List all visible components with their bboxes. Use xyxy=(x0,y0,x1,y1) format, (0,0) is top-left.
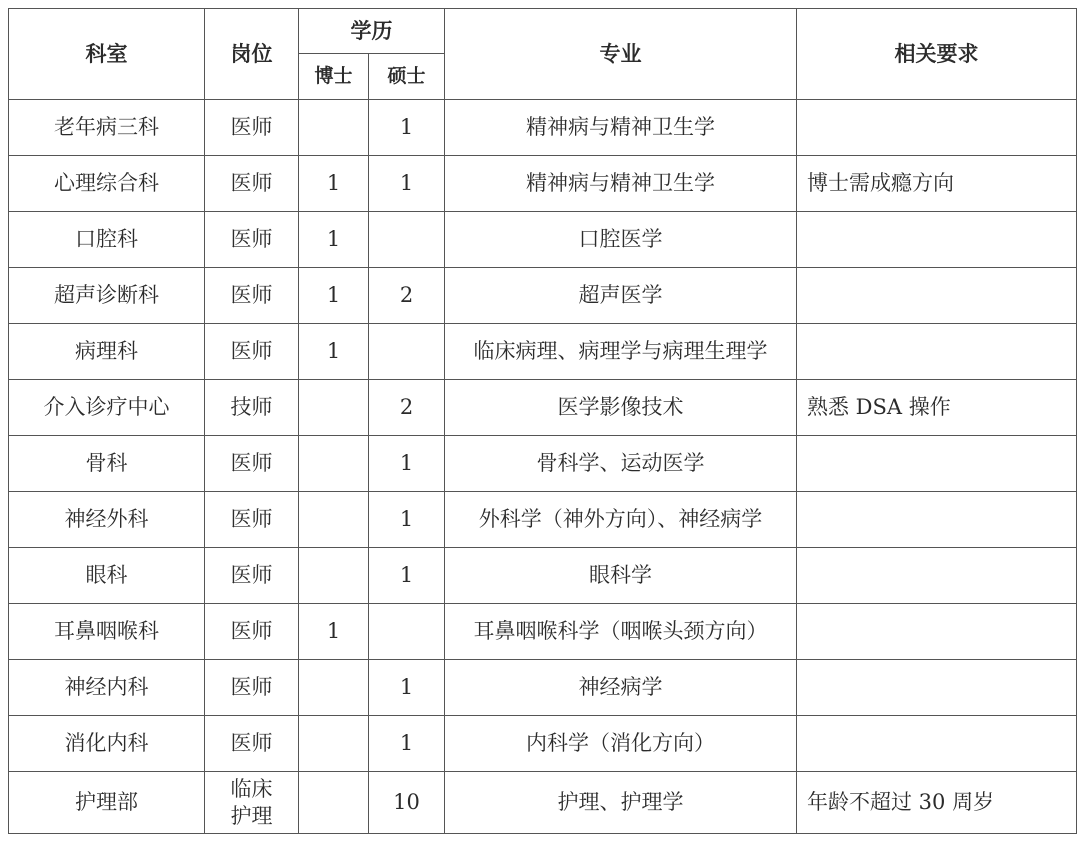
cell-phd: 1 xyxy=(299,156,369,212)
cell-dept: 骨科 xyxy=(9,436,205,492)
recruitment-table xyxy=(8,8,1077,834)
cell-major: 口腔医学 xyxy=(445,212,797,268)
cell-master: 2 xyxy=(369,268,445,324)
cell-major: 耳鼻咽喉科学（咽喉头颈方向） xyxy=(445,604,797,660)
cell-major: 眼科学 xyxy=(445,548,797,604)
cell-requirements xyxy=(797,492,1077,548)
cell-post: 医师 xyxy=(205,268,299,324)
cell-requirements xyxy=(797,604,1077,660)
cell-major: 超声医学 xyxy=(445,268,797,324)
cell-master: 1 xyxy=(369,492,445,548)
cell-major: 骨科学、运动医学 xyxy=(445,436,797,492)
cell-major: 精神病与精神卫生学 xyxy=(445,156,797,212)
table-row xyxy=(9,380,1077,436)
header-row-1 xyxy=(9,9,1077,54)
table-row xyxy=(9,716,1077,772)
table-row xyxy=(9,604,1077,660)
cell-dept: 口腔科 xyxy=(9,212,205,268)
cell-dept: 护理部 xyxy=(9,772,205,834)
cell-master: 1 xyxy=(369,548,445,604)
cell-post: 医师 xyxy=(205,548,299,604)
header-major: 专业 xyxy=(445,9,797,100)
header-requirements: 相关要求 xyxy=(797,9,1077,100)
cell-requirements: 熟悉 DSA 操作 xyxy=(797,380,1077,436)
cell-phd xyxy=(299,492,369,548)
cell-master xyxy=(369,324,445,380)
cell-phd xyxy=(299,436,369,492)
cell-major: 内科学（消化方向） xyxy=(445,716,797,772)
table-row xyxy=(9,324,1077,380)
cell-post: 医师 xyxy=(205,492,299,548)
cell-post: 医师 xyxy=(205,156,299,212)
cell-dept: 神经外科 xyxy=(9,492,205,548)
cell-master: 1 xyxy=(369,100,445,156)
header-post: 岗位 xyxy=(205,9,299,100)
cell-dept: 神经内科 xyxy=(9,660,205,716)
cell-post: 医师 xyxy=(205,604,299,660)
cell-master xyxy=(369,212,445,268)
cell-master: 10 xyxy=(369,772,445,834)
cell-major: 精神病与精神卫生学 xyxy=(445,100,797,156)
cell-phd: 1 xyxy=(299,212,369,268)
cell-phd: 1 xyxy=(299,268,369,324)
cell-phd: 1 xyxy=(299,324,369,380)
cell-post: 医师 xyxy=(205,716,299,772)
cell-requirements xyxy=(797,716,1077,772)
cell-dept: 病理科 xyxy=(9,324,205,380)
cell-master: 1 xyxy=(369,156,445,212)
cell-requirements xyxy=(797,548,1077,604)
table-row xyxy=(9,100,1077,156)
cell-master xyxy=(369,604,445,660)
cell-post: 医师 xyxy=(205,212,299,268)
cell-requirements xyxy=(797,268,1077,324)
cell-dept: 耳鼻咽喉科 xyxy=(9,604,205,660)
cell-post: 医师 xyxy=(205,436,299,492)
cell-dept: 心理综合科 xyxy=(9,156,205,212)
cell-phd: 1 xyxy=(299,604,369,660)
header-master: 硕士 xyxy=(369,54,445,100)
header-degree: 学历 xyxy=(299,9,445,54)
cell-dept: 超声诊断科 xyxy=(9,268,205,324)
table-row xyxy=(9,492,1077,548)
cell-major: 临床病理、病理学与病理生理学 xyxy=(445,324,797,380)
cell-requirements: 博士需成瘾方向 xyxy=(797,156,1077,212)
cell-phd xyxy=(299,716,369,772)
cell-major: 医学影像技术 xyxy=(445,380,797,436)
header-dept: 科室 xyxy=(9,9,205,100)
cell-major: 外科学（神外方向）、神经病学 xyxy=(445,492,797,548)
cell-post: 医师 xyxy=(205,660,299,716)
table-row xyxy=(9,268,1077,324)
cell-dept: 介入诊疗中心 xyxy=(9,380,205,436)
cell-post: 医师 xyxy=(205,324,299,380)
cell-master: 1 xyxy=(369,660,445,716)
cell-phd xyxy=(299,660,369,716)
cell-phd xyxy=(299,772,369,834)
cell-phd xyxy=(299,100,369,156)
table-row xyxy=(9,436,1077,492)
cell-major: 神经病学 xyxy=(445,660,797,716)
cell-major: 护理、护理学 xyxy=(445,772,797,834)
cell-phd xyxy=(299,380,369,436)
table-row xyxy=(9,660,1077,716)
cell-post: 技师 xyxy=(205,380,299,436)
table-body xyxy=(9,100,1077,834)
table-row xyxy=(9,212,1077,268)
cell-master: 1 xyxy=(369,716,445,772)
cell-post: 临床 护理 xyxy=(205,772,299,834)
cell-requirements xyxy=(797,212,1077,268)
cell-requirements: 年龄不超过 30 周岁 xyxy=(797,772,1077,834)
cell-phd xyxy=(299,548,369,604)
cell-post: 医师 xyxy=(205,100,299,156)
cell-requirements xyxy=(797,100,1077,156)
header-phd: 博士 xyxy=(299,54,369,100)
cell-requirements xyxy=(797,660,1077,716)
cell-requirements xyxy=(797,436,1077,492)
table-row xyxy=(9,772,1077,834)
table-row xyxy=(9,156,1077,212)
cell-master: 2 xyxy=(369,380,445,436)
cell-dept: 老年病三科 xyxy=(9,100,205,156)
cell-requirements xyxy=(797,324,1077,380)
cell-master: 1 xyxy=(369,436,445,492)
cell-dept: 眼科 xyxy=(9,548,205,604)
cell-dept: 消化内科 xyxy=(9,716,205,772)
table-row xyxy=(9,548,1077,604)
